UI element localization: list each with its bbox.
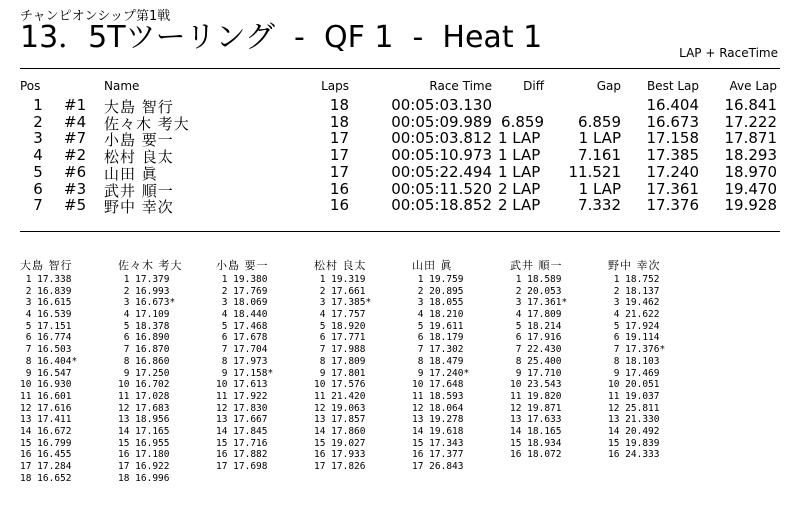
lap-time-entry: 12 19.063: [314, 402, 366, 414]
header-laps: Laps: [321, 79, 349, 93]
lap-time-entry: 2 17.661: [314, 285, 366, 297]
lap-time-entry: 16 17.377: [412, 449, 464, 461]
result-ave-lap: 18.970: [724, 162, 777, 181]
result-row: [0, 181, 800, 198]
lap-time-entry: 4 21.622: [608, 309, 660, 321]
result-diff: 1 LAP: [498, 146, 541, 165]
lap-time-entry: 6 17.678: [216, 332, 268, 344]
lap-time-entry: 9 17.240*: [412, 367, 470, 379]
lap-time-entry: 11 18.593: [412, 390, 464, 402]
result-gap: 7.161: [578, 146, 621, 165]
lap-times-column: [216, 258, 312, 473]
lap-time-entry: 5 18.378: [118, 320, 170, 332]
result-car-number: #3: [64, 179, 87, 198]
lap-driver-name: 山田 眞: [412, 259, 453, 272]
result-race-time: 00:05:09.989: [391, 112, 492, 131]
lap-time-entry: 8 16.404*: [20, 355, 78, 367]
result-gap: 1 LAP: [578, 179, 621, 198]
lap-time-entry: 12 18.064: [412, 402, 464, 414]
lap-times-column: [510, 258, 606, 461]
result-race-time: 00:05:03.812: [391, 129, 492, 148]
lap-time-entry: 2 20.053: [510, 285, 562, 297]
lap-time-entry: 4 18.440: [216, 309, 268, 321]
header-best-lap: Best Lap: [646, 79, 699, 93]
lap-driver-name: 小島 要一: [216, 259, 269, 272]
top-divider: [20, 68, 780, 69]
lap-time-entry: 3 16.615: [20, 297, 72, 309]
lap-time-entry: 8 18.479: [412, 355, 464, 367]
result-gap: 1 LAP: [578, 129, 621, 148]
lap-time-entry: 12 17.683: [118, 402, 170, 414]
lap-time-entry: 11 19.820: [510, 390, 562, 402]
result-row: [0, 97, 800, 114]
lap-time-entry: 9 16.547: [20, 367, 72, 379]
result-diff: 1 LAP: [498, 129, 541, 148]
result-pos: 4: [33, 146, 43, 165]
lap-time-entry: 13 21.330: [608, 414, 660, 426]
lap-time-entry: 1 19.759: [412, 274, 464, 285]
result-driver-name: 大島 智行: [104, 98, 174, 116]
lap-times-column: [20, 258, 116, 484]
result-ave-lap: 18.293: [724, 146, 777, 165]
result-ave-lap: 16.841: [724, 96, 777, 114]
lap-time-entry: 8 17.973: [216, 355, 268, 367]
result-pos: 7: [33, 196, 43, 215]
lap-time-entry: 3 16.673*: [118, 297, 176, 309]
lap-time-entry: 6 16.890: [118, 332, 170, 344]
lap-time-entry: 10 17.613: [216, 379, 268, 391]
lap-time-entry: 15 18.934: [510, 437, 562, 449]
result-driver-name: 松村 良太: [104, 148, 174, 167]
lap-time-entry: 5 18.920: [314, 320, 366, 332]
result-car-number: #2: [64, 146, 87, 165]
lap-time-entry: 15 17.716: [216, 437, 268, 449]
lap-time-entry: 9 17.158*: [216, 367, 274, 379]
lap-time-entry: 8 16.860: [118, 355, 170, 367]
result-laps: 17: [329, 162, 349, 181]
lap-time-entry: 10 20.051: [608, 379, 660, 391]
lap-time-entry: 10 23.543: [510, 379, 562, 391]
result-gap: 6.859: [578, 112, 621, 131]
lap-times-column: [608, 258, 704, 461]
result-laps: 16: [329, 179, 349, 198]
result-laps: 18: [329, 96, 349, 114]
result-gap: 11.521: [568, 162, 621, 181]
lap-time-entry: 15 19.027: [314, 437, 366, 449]
lap-time-entry: 5 17.151: [20, 320, 72, 332]
header-pos: Pos: [20, 79, 41, 93]
result-row: [0, 164, 800, 181]
result-row: [0, 129, 800, 150]
result-best-lap: 17.158: [646, 129, 699, 148]
result-car-number: #6: [64, 162, 87, 181]
result-race-time: 00:05:10.973: [391, 146, 492, 165]
lap-time-entry: 6 17.771: [314, 332, 366, 344]
result-driver-name: 佐々木 考大: [104, 114, 190, 133]
lap-time-entry: 3 18.069: [216, 297, 268, 309]
lap-driver-name: 大島 智行: [20, 259, 73, 272]
lap-driver-name: 佐々木 考大: [118, 259, 183, 272]
lap-time-entry: 4 17.109: [118, 309, 170, 321]
lap-time-entry: 2 16.839: [20, 285, 72, 297]
result-ave-lap: 19.470: [724, 179, 777, 198]
lap-driver-name: 武井 順一: [510, 259, 563, 272]
lap-time-entry: 3 18.055: [412, 297, 464, 309]
lap-time-entry: 5 19.611: [412, 320, 464, 332]
legend-label: LAP + RaceTime: [679, 46, 778, 60]
result-diff: 2 LAP: [498, 196, 541, 215]
header-race-time: Race Time: [429, 79, 492, 93]
lap-time-entry: 11 21.420: [314, 390, 366, 402]
lap-time-entry: 4 18.210: [412, 309, 464, 321]
lap-time-entry: 17 16.922: [118, 461, 170, 472]
result-race-time: 00:05:22.494: [391, 162, 492, 181]
lap-time-entry: 14 20.492: [608, 425, 660, 437]
lap-time-entry: 4 17.757: [314, 309, 366, 321]
result-pos: 6: [33, 179, 43, 198]
lap-time-entry: 17 17.284: [20, 461, 72, 472]
header-diff: Diff: [523, 79, 544, 93]
bottom-divider: [20, 231, 780, 232]
result-best-lap: 17.385: [646, 146, 699, 165]
lap-time-entry: 2 20.895: [412, 285, 464, 297]
lap-time-entry: 15 16.955: [118, 437, 170, 449]
result-laps: 17: [329, 146, 349, 165]
lap-time-entry: 17 17.698: [216, 461, 268, 472]
result-best-lap: 16.673: [646, 112, 699, 131]
lap-time-entry: 13 18.956: [118, 414, 170, 426]
lap-time-entry: 2 17.769: [216, 285, 268, 297]
lap-time-entry: 18 16.996: [118, 472, 170, 484]
result-pos: 3: [33, 129, 43, 148]
lap-time-entry: 15 19.839: [608, 437, 660, 449]
result-diff: 2 LAP: [498, 179, 541, 198]
result-ave-lap: 17.871: [724, 129, 777, 148]
lap-time-entry: 8 25.400: [510, 355, 562, 367]
result-best-lap: 17.376: [646, 196, 699, 215]
lap-time-entry: 9 17.710: [510, 367, 562, 379]
lap-time-entry: 12 17.830: [216, 402, 268, 414]
lap-time-entry: 7 17.376*: [608, 344, 666, 356]
lap-time-entry: 2 18.137: [608, 285, 660, 297]
lap-times-column: [314, 258, 410, 473]
lap-time-entry: 13 17.633: [510, 414, 562, 426]
result-race-time: 00:05:03.130: [391, 96, 492, 114]
lap-time-entry: 5 17.468: [216, 320, 268, 332]
lap-time-entry: 7 16.870: [118, 344, 170, 356]
lap-time-entry: 10 16.930: [20, 379, 72, 391]
lap-time-entry: 3 17.385*: [314, 297, 372, 309]
lap-time-entry: 1 18.589: [510, 274, 562, 285]
lap-time-entry: 12 17.616: [20, 402, 72, 414]
lap-time-entry: 7 16.503: [20, 344, 72, 356]
page-title: 13．5Tツーリング - QF 1 - Heat 1: [20, 20, 543, 55]
lap-time-entry: 1 19.380: [216, 274, 268, 285]
lap-time-entry: 11 17.922: [216, 390, 268, 402]
result-diff: 6.859: [501, 112, 544, 131]
lap-time-entry: 1 17.338: [20, 274, 72, 285]
lap-time-entry: 13 17.667: [216, 414, 268, 426]
lap-time-entry: 16 17.882: [216, 449, 268, 461]
lap-time-entry: 16 24.333: [608, 449, 660, 461]
lap-time-entry: 14 17.165: [118, 425, 170, 437]
header-name: Name: [104, 79, 140, 93]
result-pos: 5: [33, 162, 43, 181]
result-row: [0, 146, 800, 167]
lap-time-entry: 13 17.857: [314, 414, 366, 426]
lap-driver-name: 松村 良太: [314, 259, 367, 272]
result-ave-lap: 17.222: [724, 112, 777, 131]
lap-time-entry: 9 17.250: [118, 367, 170, 379]
lap-time-entry: 6 19.114: [608, 332, 660, 344]
lap-time-entry: 6 18.179: [412, 332, 464, 344]
lap-time-entry: 18 16.652: [20, 472, 72, 484]
lap-time-entry: 7 17.988: [314, 344, 366, 356]
lap-time-entry: 10 16.702: [118, 379, 170, 391]
lap-time-entry: 16 16.455: [20, 449, 72, 461]
lap-time-entry: 7 22.430: [510, 344, 562, 356]
lap-time-entry: 3 19.462: [608, 297, 660, 309]
lap-time-entry: 16 17.180: [118, 449, 170, 461]
lap-time-entry: 11 16.601: [20, 390, 72, 402]
lap-time-entry: 14 17.860: [314, 425, 366, 437]
lap-time-entry: 11 17.028: [118, 390, 170, 402]
result-row: [0, 114, 800, 131]
lap-time-entry: 1 19.319: [314, 274, 366, 285]
lap-time-entry: 13 19.278: [412, 414, 464, 426]
result-pos: 2: [33, 112, 43, 131]
result-pos: 1: [33, 96, 43, 114]
lap-time-entry: 15 17.343: [412, 437, 464, 449]
results-header-row: [0, 79, 800, 96]
result-best-lap: 16.404: [646, 96, 699, 114]
lap-time-entry: 4 16.539: [20, 309, 72, 321]
result-driver-name: 小島 要一: [104, 131, 174, 150]
lap-time-entry: 6 16.774: [20, 332, 72, 344]
result-ave-lap: 19.928: [724, 196, 777, 215]
lap-time-entry: 15 16.799: [20, 437, 72, 449]
lap-time-entry: 14 17.845: [216, 425, 268, 437]
lap-time-entry: 9 17.469: [608, 367, 660, 379]
result-laps: 17: [329, 129, 349, 148]
result-car-number: #1: [64, 96, 87, 114]
result-driver-name: 山田 眞: [104, 164, 158, 183]
lap-time-entry: 2 16.993: [118, 285, 170, 297]
result-gap: 7.332: [578, 196, 621, 215]
lap-time-entry: 13 17.411: [20, 414, 72, 426]
result-driver-name: 野中 幸次: [104, 198, 174, 217]
lap-time-entry: 7 17.704: [216, 344, 268, 356]
lap-time-entry: 6 17.916: [510, 332, 562, 344]
result-best-lap: 17.361: [646, 179, 699, 198]
lap-time-entry: 7 17.302: [412, 344, 464, 356]
lap-time-entry: 17 17.826: [314, 461, 366, 472]
result-diff: 1 LAP: [498, 162, 541, 181]
lap-time-entry: 9 17.801: [314, 367, 366, 379]
result-row: [0, 196, 800, 217]
lap-time-entry: 12 19.871: [510, 402, 562, 414]
lap-times-column: [118, 258, 214, 484]
lap-driver-name: 野中 幸次: [608, 259, 661, 272]
result-race-time: 00:05:18.852: [391, 196, 492, 215]
lap-time-entry: 8 18.103: [608, 355, 660, 367]
lap-time-entry: 10 17.648: [412, 379, 464, 391]
lap-time-entry: 14 16.672: [20, 425, 72, 437]
header-ave-lap: Ave Lap: [729, 79, 777, 93]
lap-time-entry: 1 18.752: [608, 274, 660, 285]
header-gap: Gap: [596, 79, 621, 93]
result-car-number: #7: [64, 129, 87, 148]
lap-time-entry: 1 17.379: [118, 274, 170, 285]
lap-time-entry: 3 17.361*: [510, 297, 568, 309]
lap-times-column: [412, 258, 508, 473]
lap-time-entry: 16 18.072: [510, 449, 562, 461]
result-car-number: #4: [64, 112, 87, 131]
lap-time-entry: 5 17.924: [608, 320, 660, 332]
lap-time-entry: 8 17.809: [314, 355, 366, 367]
lap-time-entry: 4 17.809: [510, 309, 562, 321]
lap-time-entry: 11 19.037: [608, 390, 660, 402]
result-laps: 18: [329, 112, 349, 131]
lap-time-entry: 16 17.933: [314, 449, 366, 461]
lap-time-entry: 17 26.843: [412, 461, 464, 472]
result-laps: 16: [329, 196, 349, 215]
lap-time-entry: 5 18.214: [510, 320, 562, 332]
lap-time-entry: 14 19.618: [412, 425, 464, 437]
lap-time-entry: 12 25.811: [608, 402, 660, 414]
lap-time-entry: 10 17.576: [314, 379, 366, 391]
lap-time-entry: 14 18.165: [510, 425, 562, 437]
result-driver-name: 武井 順一: [104, 181, 174, 200]
result-race-time: 00:05:11.520: [391, 179, 492, 198]
event-subtitle: チャンピオンシップ第1戦: [20, 9, 171, 24]
result-best-lap: 17.240: [646, 162, 699, 181]
result-car-number: #5: [64, 196, 87, 215]
